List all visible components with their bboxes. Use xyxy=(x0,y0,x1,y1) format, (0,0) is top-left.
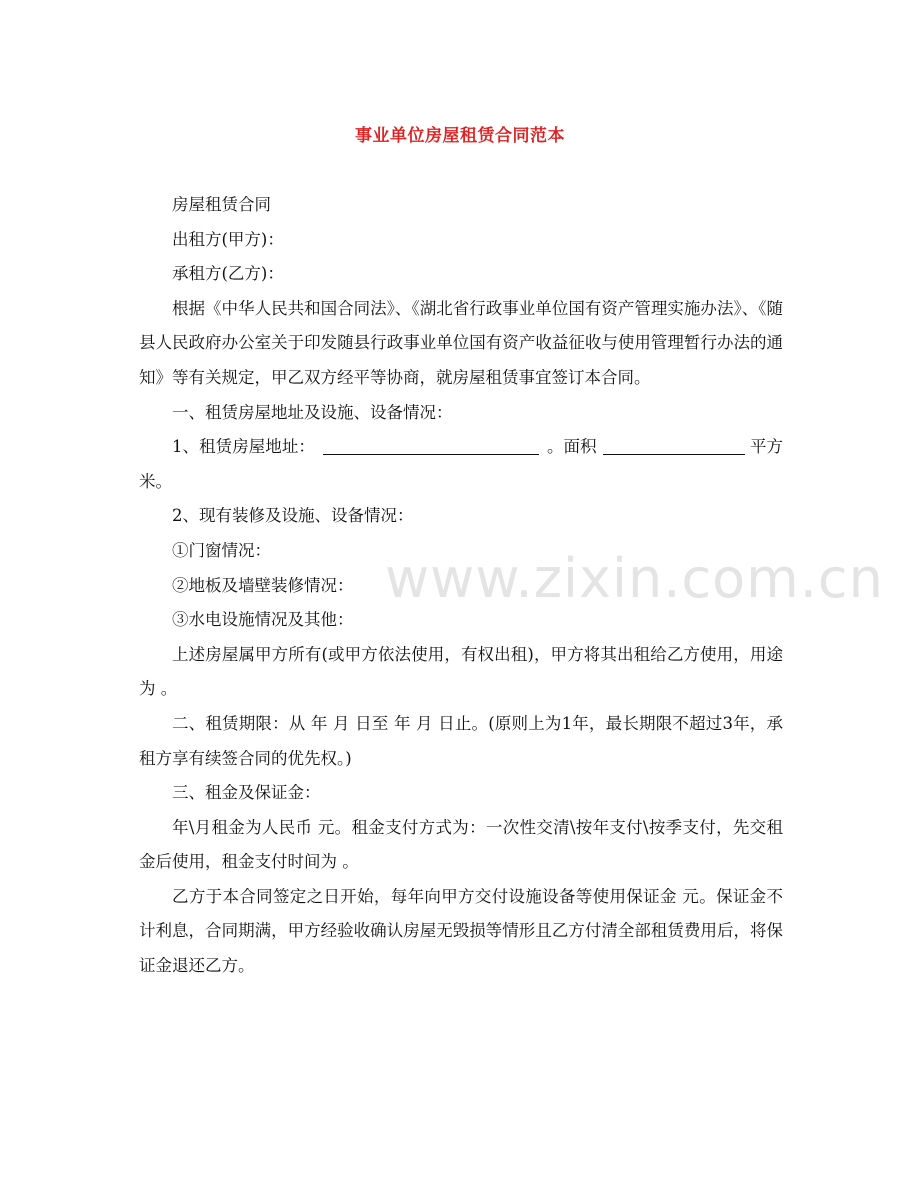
section-3-heading: 三、租金及保证金： xyxy=(172,783,321,803)
floor-wall-item: ②地板及墙壁装修情况： xyxy=(172,575,354,595)
lease-term-paragraph: 二、租赁期限：从 年 月 日至 年 月 日止。(原则上为1年，最长期限不超过3年，承租方享有续签合同的优先权。) xyxy=(139,713,783,768)
ownership-paragraph: 上述房屋属甲方所有(或甲方依法使用，有权出租)，甲方将其出租给乙方使用，用途为 。 xyxy=(139,644,783,699)
page-title: 事业单位房屋租赁合同范本 xyxy=(355,126,565,146)
rent-paragraph: 年\月租金为人民币 元。租金支付方式为：一次性交清\按年支付\按季支付，先交租金后使用，租金支付时间为 。 xyxy=(139,817,783,872)
legal-basis-paragraph: 根据《中华人民共和国合同法》、《湖北省行政事业单位国有资产管理实施办法》、《随县人民政府办公室关于印发随县行政事业单位国有资产收益征收与使用管理暂行办法的通知》等有关规定，甲乙双方经平等协商，就房屋租赁事宜签订本合同。 xyxy=(139,298,783,387)
lessee-line: 承租方(乙方)： xyxy=(172,264,284,284)
lessor-line: 出租方(甲方)： xyxy=(172,229,284,249)
fixtures-heading: 2、现有装修及设施、设备情况： xyxy=(172,506,414,526)
contract-heading: 房屋租赁合同 xyxy=(172,195,271,214)
doors-windows-item: ①门窗情况： xyxy=(172,540,271,560)
deposit-paragraph: 乙方于本合同签定之日开始，每年向甲方交付设施设备等使用保证金 元。保证金不计利息，合同期满，甲方经验收确认房屋无毁损等情形且乙方付清全部租赁费用后，将保证金退还乙方。 xyxy=(139,886,783,976)
section-1-heading: 一、租赁房屋地址及设施、设备情况： xyxy=(172,402,453,422)
utilities-item: ③水电设施情况及其他： xyxy=(172,610,354,630)
watermark: www.zixin.com.cn xyxy=(385,547,884,610)
address-label: 1、租赁房屋地址： xyxy=(172,437,315,457)
address-blank xyxy=(323,438,539,456)
area-label: 。面积 xyxy=(546,437,597,457)
area-unit: 平方米。 xyxy=(139,437,784,491)
area-blank xyxy=(603,438,745,456)
address-area-line xyxy=(139,430,783,499)
contract-body xyxy=(139,188,783,984)
